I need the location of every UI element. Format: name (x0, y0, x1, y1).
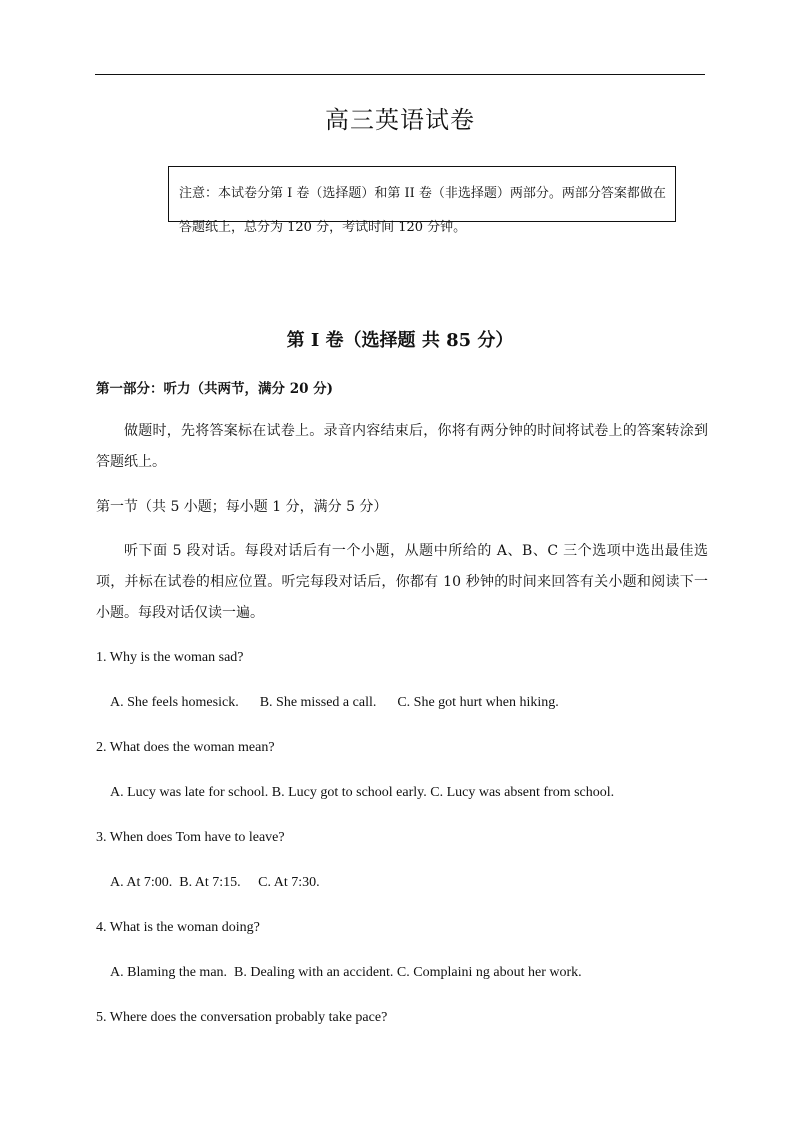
question-2-options: A. Lucy was late for school. B. Lucy got to school early. C. Lucy was absent from school. (110, 785, 615, 800)
question-4-options: A. Blaming the man. B. Dealing with an accident. C. Complaini ng about her work. (110, 965, 582, 980)
question-5: 5. Where does the conversation probably take pace? (96, 1010, 388, 1025)
notice-text: 注意：本试卷分第 I 卷（选择题）和第 II 卷（非选择题）两部分。两部分答案都做在答题纸上，总分为 120 分，考试时间 120 分钟。 (179, 186, 666, 235)
part1-instruction: 做题时，先将答案标在试卷上。录音内容结束后，你将有两分钟的时间将试卷上的答案转涂到答题纸上。 (96, 423, 708, 470)
notice-box (168, 166, 676, 235)
part1-heading: 第一部分：听力（共两节，满分 20 分) (96, 381, 334, 397)
question-3-options: A. At 7:00. B. At 7:15. C. At 7:30. (110, 875, 320, 890)
question-4: 4. What is the woman doing? (96, 920, 260, 935)
question-3: 3. When does Tom have to leave? (96, 830, 285, 845)
top-rule (95, 74, 705, 75)
section1-instruction: 听下面 5 段对话。每段对话后有一个小题，从题中所给的 A、B、C 三个选项中选出最佳选项，并标在试卷的相应位置。听完每段对话后，你都有 10 秒钟的时间来回答有关小题和阅读下一小题。每段对话仅读一遍。 (96, 543, 708, 621)
exam-title: 高三英语试卷 (325, 106, 475, 134)
question-1: 1. Why is the woman sad? (96, 650, 244, 665)
question-2: 2. What does the woman mean? (96, 740, 275, 755)
section-title: 第 I 卷（选择题 共 85 分） (286, 330, 514, 351)
section1-heading: 第一节（共 5 小题；每小题 1 分，满分 5 分） (96, 499, 388, 515)
question-1-options: A. She feels homesick. B. She missed a call. C. She got hurt when hiking. (110, 695, 559, 710)
